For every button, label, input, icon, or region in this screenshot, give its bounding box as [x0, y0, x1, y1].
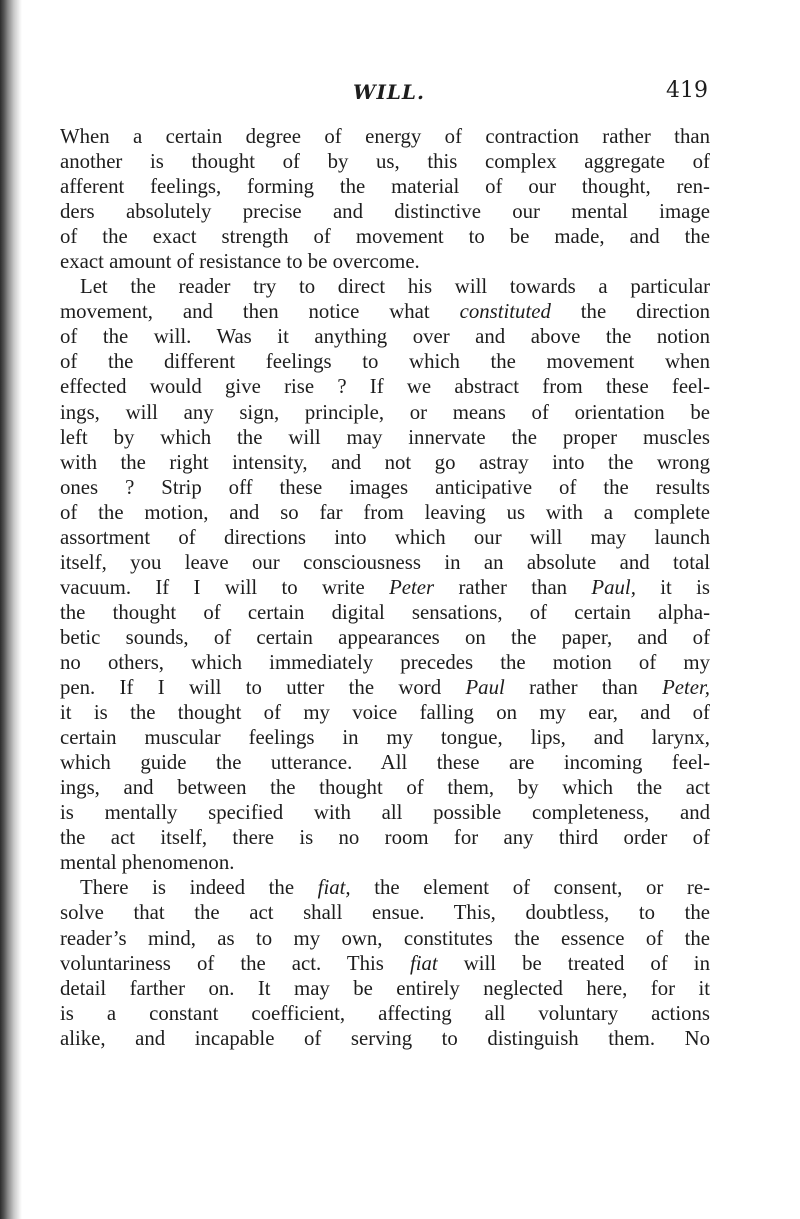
text-line	[60, 775, 710, 800]
text-line	[60, 349, 710, 374]
text-run: of the motion, and so far from leaving us with a complete	[60, 500, 710, 524]
page-number: 419	[666, 78, 708, 103]
text-line	[60, 374, 710, 399]
text-run: it is the thought of my voice falling on my ear, and of	[60, 701, 710, 725]
text-line	[60, 575, 710, 600]
text-run: is mentally specified with all possible completeness, and	[60, 801, 710, 825]
text-run: mental phenomenon.	[60, 851, 235, 875]
text-line	[60, 725, 710, 750]
text-line	[60, 1001, 710, 1026]
text-line	[60, 500, 710, 525]
text-line	[60, 425, 710, 450]
text-line	[60, 800, 710, 825]
text-line	[60, 951, 710, 976]
text-line	[60, 625, 710, 650]
page-header	[0, 78, 800, 114]
text-line	[60, 926, 710, 951]
text-run: voluntariness of the act. This	[60, 951, 410, 975]
italic-text: fiat	[409, 951, 438, 975]
text-line	[60, 550, 710, 575]
text-line	[60, 1026, 710, 1051]
text-line	[60, 675, 710, 700]
text-run: assortment of directions into which our will may launch	[60, 525, 710, 549]
text-run: will be treated of in	[437, 951, 710, 975]
text-line	[60, 900, 710, 925]
text-line	[60, 700, 710, 725]
text-line	[60, 324, 710, 349]
text-line	[60, 124, 710, 149]
book-binding-shadow	[0, 0, 22, 1219]
text-run: the act itself, there is no room for any third order of	[60, 826, 710, 850]
text-line	[60, 224, 710, 249]
text-run: which guide the utterance. All these are incoming feel-	[60, 751, 710, 775]
text-run: There is indeed the	[80, 876, 318, 900]
text-run: of the will. Was it anything over and above the notion	[60, 325, 710, 349]
italic-text: Peter,	[662, 676, 710, 700]
text-run: rather than	[504, 676, 663, 700]
text-run: betic sounds, of certain appearances on the paper, and of	[60, 625, 710, 649]
text-run: exact amount of resistance to be overcome.	[60, 250, 420, 274]
text-run: When a certain degree of energy of contraction rather than	[60, 125, 710, 148]
text-run: Let the reader try to direct his will towards a particular	[80, 275, 710, 299]
text-run: the thought of certain digital sensations, of certain alpha-	[60, 600, 710, 624]
text-run: afferent feelings, forming the material of our thought, ren-	[60, 175, 710, 199]
text-run: reader’s mind, as to my own, constitutes the essence of the	[60, 926, 710, 950]
text-line	[60, 299, 710, 324]
text-run: effected would give rise ? If we abstract from these feel-	[60, 375, 710, 399]
text-run: is a constant coefficient, affecting all voluntary actions	[60, 1001, 710, 1025]
text-line	[60, 450, 710, 475]
text-line	[60, 825, 710, 850]
text-run: certain muscular feelings in my tongue, lips, and larynx,	[60, 726, 710, 750]
text-run: another is thought of by us, this complex aggregate of	[60, 150, 710, 174]
text-run: alike, and incapable of serving to distinguish them. No	[60, 1026, 710, 1050]
italic-text: Paul	[465, 676, 505, 700]
text-line	[60, 750, 710, 775]
text-run: pen. If I will to utter the word	[60, 676, 466, 700]
text-line	[60, 199, 710, 224]
text-run: ders absolutely precise and distinctive our mental image	[60, 200, 710, 224]
italic-text: Paul,	[591, 575, 636, 599]
text-run: left by which the will may innervate the proper muscles	[60, 425, 710, 449]
italic-text: fiat,	[317, 876, 351, 900]
text-run: itself, you leave our consciousness in an absolute and total	[60, 550, 710, 574]
text-run: ings, will any sign, principle, or means of orientation be	[60, 400, 710, 424]
body-text	[60, 124, 710, 1051]
text-run: vacuum. If I will to write	[60, 575, 390, 599]
text-run: movement, and then notice what	[60, 300, 460, 324]
text-run: ones ? Strip off these images anticipative of the results	[60, 475, 710, 499]
text-line	[60, 525, 710, 550]
text-run: of the different feelings to which the movement when	[60, 350, 710, 374]
italic-text: Peter	[389, 575, 435, 599]
text-run: rather than	[434, 575, 592, 599]
running-head: WILL.	[353, 80, 425, 104]
text-line	[60, 850, 710, 875]
text-run: with the right intensity, and not go astray into the wrong	[60, 450, 710, 474]
text-line	[60, 475, 710, 500]
text-run: of the exact strength of movement to be made, and the	[60, 225, 710, 249]
text-line	[60, 875, 710, 900]
text-run: detail farther on. It may be entirely neglected here, for it	[60, 976, 710, 1000]
text-line	[60, 976, 710, 1001]
text-line	[60, 650, 710, 675]
text-run: no others, which immediately precedes the motion of my	[60, 650, 710, 674]
text-line	[60, 174, 710, 199]
text-line	[60, 149, 710, 174]
text-line	[60, 274, 710, 299]
text-line	[60, 400, 710, 425]
italic-text: constituted	[459, 300, 551, 324]
text-run: the direction	[550, 300, 710, 324]
text-line	[60, 600, 710, 625]
text-run: ings, and between the thought of them, by which the act	[60, 776, 710, 800]
text-run: the element of consent, or re-	[350, 876, 710, 900]
text-run: solve that the act shall ensue. This, doubtless, to the	[60, 901, 710, 925]
text-line	[60, 249, 710, 274]
text-run: it is	[635, 575, 710, 599]
